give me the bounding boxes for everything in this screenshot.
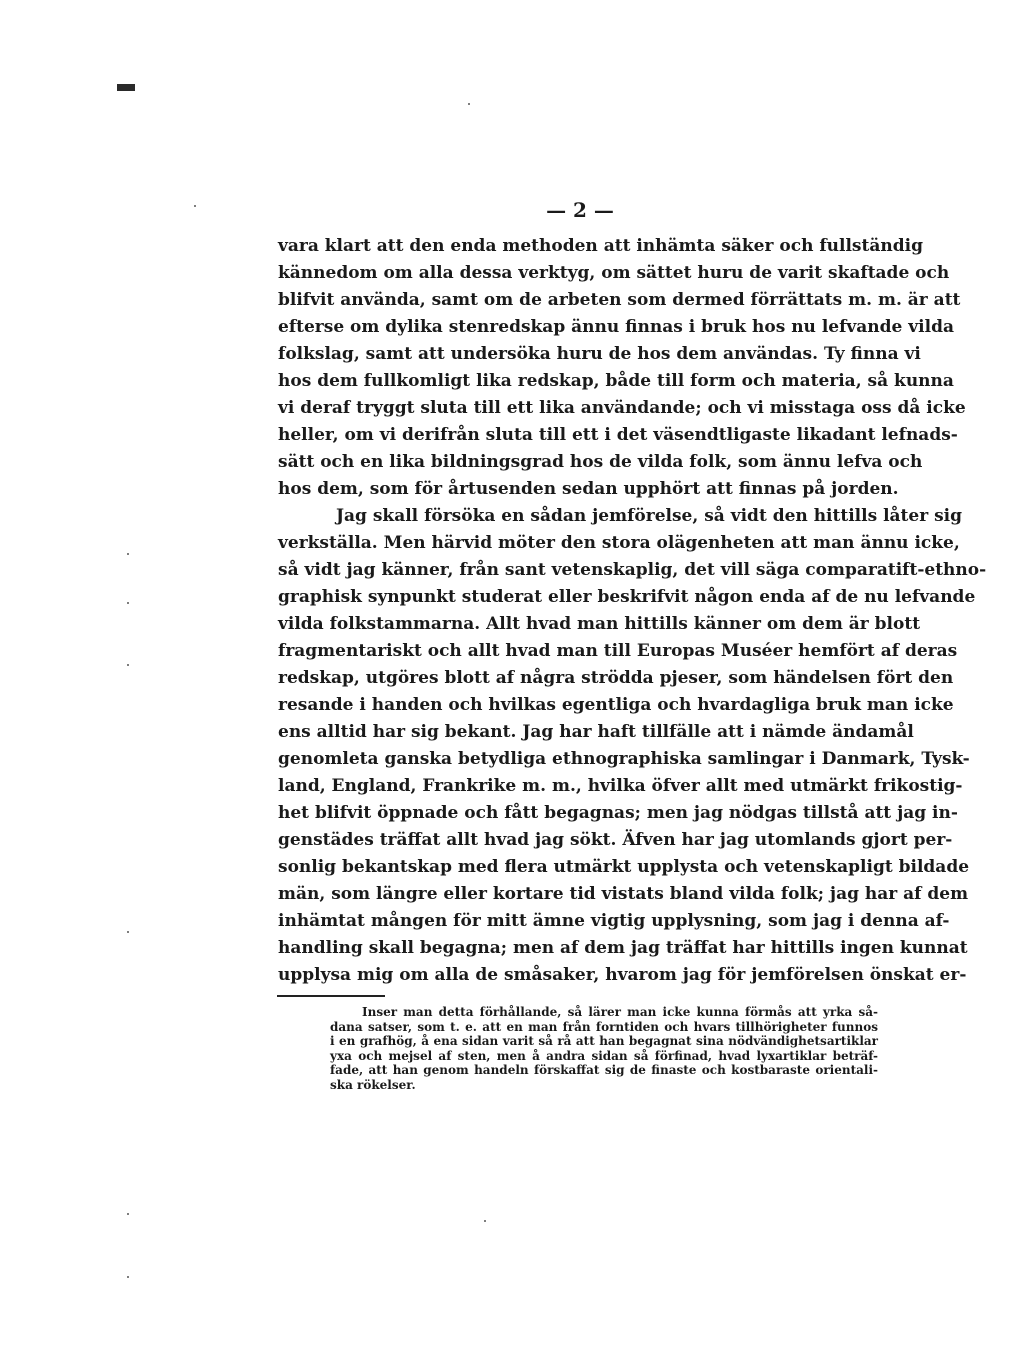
text-line: vara klart att den enda methoden att inhämta säker och fullständig [278,236,923,256]
text-line: så vidt jag känner, från sant vetenskaplig, det vill säga comparatift-ethno- [278,560,987,580]
text-line: graphisk synpunkt studerat eller beskrifvit någon enda af de nu lefvande [278,587,976,607]
text-line: folkslag, samt att undersöka huru de hos dem användas. Ty finna vi [278,344,921,364]
footnote-line: fade, att han genom handeln förskaffat sig de finaste och kostbaraste orientali- [330,1063,878,1077]
text-line: Jag skall försöka en sådan jemförelse, så vidt den hittills låter sig [336,506,963,526]
text-line: blifvit använda, samt om de arbeten som dermed förrättats m. m. är att [278,290,961,310]
ink-speck [127,664,129,666]
text-line: män, som längre eller kortare tid vistats bland vilda folk; jag har af dem [278,884,969,904]
ink-speck [127,1213,129,1215]
text-line: hos dem, som för årtusenden sedan upphört att finnas på jorden. [278,479,899,499]
footnote-line: Inser man detta förhållande, så lärer man icke kunna förmås att yrka så- [362,1005,878,1019]
text-line: inhämtat mången för mitt ämne vigtig upplysning, som jag i denna af- [278,911,950,931]
text-line: vi deraf tryggt sluta till ett lika användande; och vi misstaga oss då icke [278,398,966,418]
ink-speck [468,103,470,105]
text-line: genstädes träffat allt hvad jag sökt. Äfven har jag utomlands gjort per- [278,830,953,850]
text-line: resande i handen och hvilkas egentliga och hvardagliga bruk man icke [278,695,954,715]
ink-speck [127,1276,129,1278]
page-number: — 2 — [546,198,614,222]
footnote [330,1005,878,1092]
footnote-line: yxa och mejsel af sten, men å andra sidan så förfinad, hvad lyxartiklar beträf- [330,1048,878,1063]
text-line: sätt och en lika bildningsgrad hos de vilda folk, som ännu lefva och [278,452,923,472]
text-line: heller, om vi derifrån sluta till ett i det väsendtligaste likadant lefnads- [278,425,958,445]
text-line: fragmentariskt och allt hvad man till Europas Muséer hemfört af deras [278,641,958,661]
text-line: efterse om dylika stenredskap ännu finnas i bruk hos nu lefvande vilda [278,317,954,337]
text-line: vilda folkstammarna. Allt hvad man hittills känner om dem är blott [278,614,921,634]
ink-speck [127,553,129,555]
text-line: land, England, Frankrike m. m., hvilka öfver allt med utmärkt frikostig- [278,776,963,796]
footnote-divider [277,995,385,997]
text-line: genomleta ganska betydliga ethnographiska samlingar i Danmark, Tysk- [278,749,970,769]
text-line: verkställa. Men härvid möter den stora olägenheten att man ännu icke, [278,533,960,553]
corner-ink-mark [117,84,135,91]
footnote-line: ska rökelser. [330,1077,416,1092]
footnote-line: dana satser, som t. e. att en man från forntiden och hvars tillhörigheter funnos [330,1019,878,1034]
ink-speck [484,1220,486,1222]
footnote-line: i en grafhög, å ena sidan varit så rå att han begagnat sina nödvändighetsartiklar [330,1034,878,1048]
text-line: kännedom om alla dessa verktyg, om sättet huru de varit skaftade och [278,263,950,283]
ink-speck [127,931,129,933]
text-line: ens alltid har sig bekant. Jag har haft tillfälle att i nämde ändamål [278,722,914,742]
body-text [278,233,987,989]
text-line: handling skall begagna; men af dem jag träffat har hittills ingen kunnat [278,938,968,958]
text-line: hos dem fullkomligt lika redskap, både till form och materia, så kunna [278,371,954,391]
text-line: upplysa mig om alla de småsaker, hvarom jag för jemförelsen önskat er- [278,965,967,985]
text-line: redskap, utgöres blott af några strödda pjeser, som händelsen fört den [278,668,954,688]
text-line: sonlig bekantskap med flera utmärkt upplysta och vetenskapligt bildade [278,857,970,877]
text-line: het blifvit öppnade och fått begagnas; men jag nödgas tillstå att jag in- [278,803,958,823]
ink-speck [127,602,129,604]
